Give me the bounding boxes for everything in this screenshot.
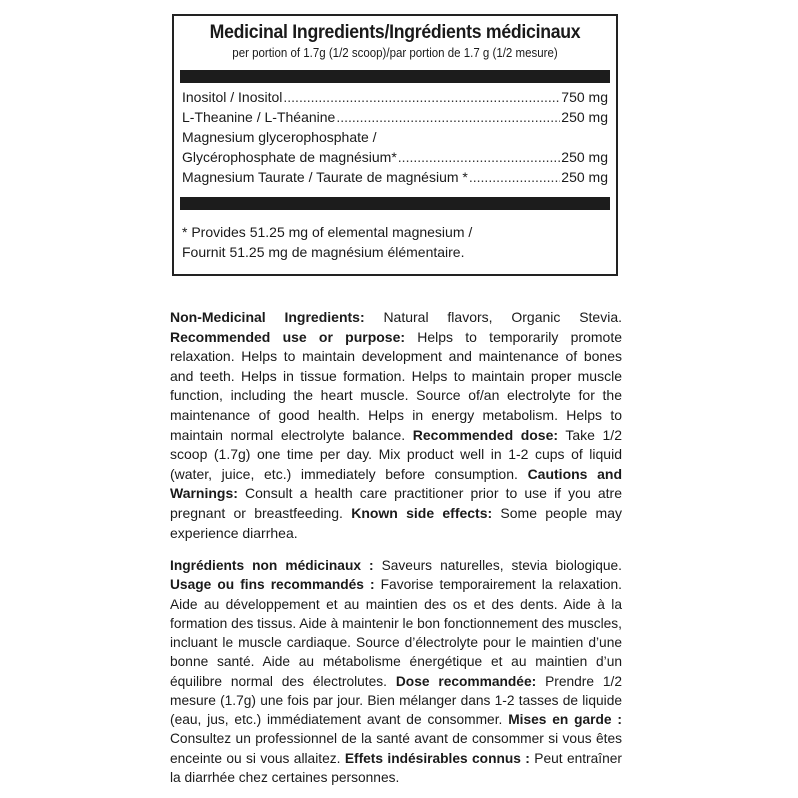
side-effects-text: Peut entraîner la diarrhée chez certaines personnes. xyxy=(170,750,622,785)
nmi-label: Ingrédients non médicinaux : xyxy=(170,558,374,573)
caution-text: Consultez un professionnel de la santé avant de consommer si vous êtes enceinte ou si vous allaitez. xyxy=(170,731,622,766)
nmi-text: Natural flavors, Organic Stevia. xyxy=(364,309,622,325)
panel-title: Medicinal Ingredients/Ingrédients médicinaux xyxy=(209,22,581,43)
ingredient-name-line1: Magnesium glycerophosphate / xyxy=(182,129,377,145)
side-effects-label: Effets indésirables connus : xyxy=(344,750,530,766)
ingredient-row xyxy=(182,107,608,127)
side-effects-label: Known side effects: xyxy=(351,504,493,521)
ingredient-name: Inositol / Inositol xyxy=(182,89,283,105)
footnote xyxy=(174,210,616,262)
ingredient-row-line1 xyxy=(182,127,608,147)
dose-label: Dose recommandée: xyxy=(395,673,537,689)
ingredient-amount: 750 mg xyxy=(561,89,608,105)
use-label: Recommended use or purpose: xyxy=(170,328,406,345)
use-text: Helps to temporarily promote relaxation. Helps to maintain development and maintenance of bones and teeth. Helps in tissue formation. Helps to maintain proper muscle function, including the heart muscle. Source of/an electrolyte for the maintenance of good health. Helps in energy metabolism. Helps to maintain normal electrolyte balance. xyxy=(170,328,622,443)
dose-text: Prendre 1/2 mesure (1.7g) une fois par jour. Bien mélanger dans 1-2 tasses de liquide (eau, jus, etc.) immédiatement avant de consommer. xyxy=(170,673,622,727)
nmi-text: Saveurs naturelles, stevia biologique. xyxy=(373,558,622,573)
french-description xyxy=(170,556,622,787)
panel-subtitle: per portion of 1.7g (1/2 scoop)/par portion de 1.7 g (1/2 mesure) xyxy=(232,46,558,60)
medicinal-ingredients-panel xyxy=(172,14,618,276)
use-text: Favorise temporairement la relaxation. Aide au développement et au maintien des os et des dents. Aide à la formation des tissus. Aide à maintenir le bon fonctionnement des muscles, incluant le muscle cardiaque. Source d’électrolyte pour le maintien d’une bonne santé. Aide au métabolisme énergétique et au maintien d’un équilibre normal des électrolutes. xyxy=(170,577,623,689)
dose-label: Recommended dose: xyxy=(412,426,559,443)
caution-text: Consult a health care practitioner prior to use if you atre pregnant or breastfeeding. xyxy=(170,485,622,521)
ingredient-name: Magnesium Taurate / Taurate de magnésium * xyxy=(182,169,468,185)
caution-label: Mises en garde : xyxy=(508,712,622,727)
ingredient-name: L-Theanine / L-Théanine xyxy=(182,109,336,125)
ingredient-amount: 250 mg xyxy=(561,149,608,165)
english-description xyxy=(170,308,622,543)
ingredient-name: Glycérophosphate de magnésium* xyxy=(182,149,397,165)
divider-bar-bottom xyxy=(180,197,610,210)
ingredient-amount: 250 mg xyxy=(561,169,608,185)
footnote-line: Fournit 51.25 mg de magnésium élémentaire. xyxy=(182,244,465,260)
side-effects-text: Some people may experience diarrhea. xyxy=(170,504,622,541)
leader-dots xyxy=(283,87,560,107)
leader-dots xyxy=(398,147,561,167)
ingredient-list xyxy=(174,83,616,187)
dose-text: Take 1/2 scoop (1.7g) one time per day. Mix product well in 1-2 cups of liquid (water, juice, etc.) immediately before consumption. xyxy=(170,426,622,482)
caution-label: Cautions and Warnings: xyxy=(170,465,623,502)
leader-dots xyxy=(469,167,560,187)
ingredient-row xyxy=(182,147,608,167)
divider-bar-top xyxy=(180,70,610,83)
ingredient-row xyxy=(182,87,608,107)
ingredient-row xyxy=(182,167,608,187)
ingredient-amount: 250 mg xyxy=(561,109,608,125)
footnote-line: * Provides 51.25 mg of elemental magnesium / xyxy=(182,224,473,240)
leader-dots xyxy=(336,107,560,127)
use-label: Usage ou fins recommandés : xyxy=(170,577,375,593)
nmi-label: Non-Medicinal Ingredients: xyxy=(170,309,365,325)
